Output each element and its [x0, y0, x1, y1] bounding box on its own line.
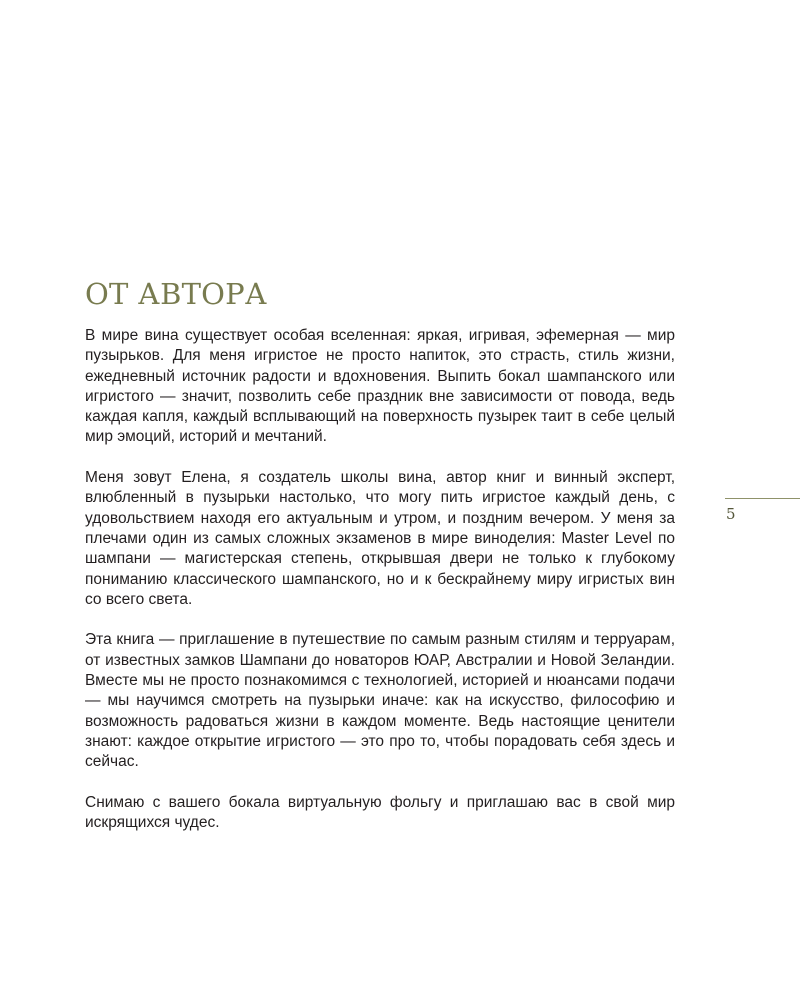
paragraph-3: Эта книга — приглашение в путешествие по самым разным стилям и терруарам, от известных замков Шампани до новаторов ЮАР, Австралии и Новой Зеландии. Вместе мы не просто познакомимся с технологией, историей и нюансами подачи — мы научимся смотреть на пузырьки иначе: как на искусство, философию и возможность радоваться жизни в каждом моменте. Ведь настоящие ценители знают: каждое открытие игристого — это про то, чтобы порадовать себя здесь и сейчас. [85, 631, 675, 771]
paragraph-1: В мире вина существует особая вселенная: яркая, игривая, эфемерная — мир пузырьков. Для меня игристое не просто напиток, это страсть, стиль жизни, ежедневный источник радости и вдохновения. Выпить бокал шампанского или игристого — значит, позволить себе праздник вне зависимости от повода, ведь каждая капля, каждый всплывающий на поверхность пузырек таит в себе целый мир эмоций, историй и мечтаний. [85, 327, 675, 446]
paragraph-4: Снимаю с вашего бокала виртуальную фольгу и приглашаю вас в свой мир искрящихся чудес. [85, 793, 675, 832]
page-number: 5 [726, 505, 736, 523]
paragraph-2: Меня зовут Елена, я создатель школы вина, автор книг и винный эксперт, влюбленный в пузырьки настолько, что могу пить игристое каждый день, с удовольствием находя его актуальным и утром, и поздним вечером. У меня за плечами один из самых сложных экзаменов в мире виноделия: Master Level по шампани — магистерская степень, открывшая двери не только к глубокому пониманию классического шампанского, но и к бескрайнему миру игристых вин со всего света. [85, 469, 675, 608]
body-text [85, 326, 675, 854]
section-title: ОТ АВТОРА [85, 277, 268, 311]
page-number-rule [725, 498, 800, 499]
